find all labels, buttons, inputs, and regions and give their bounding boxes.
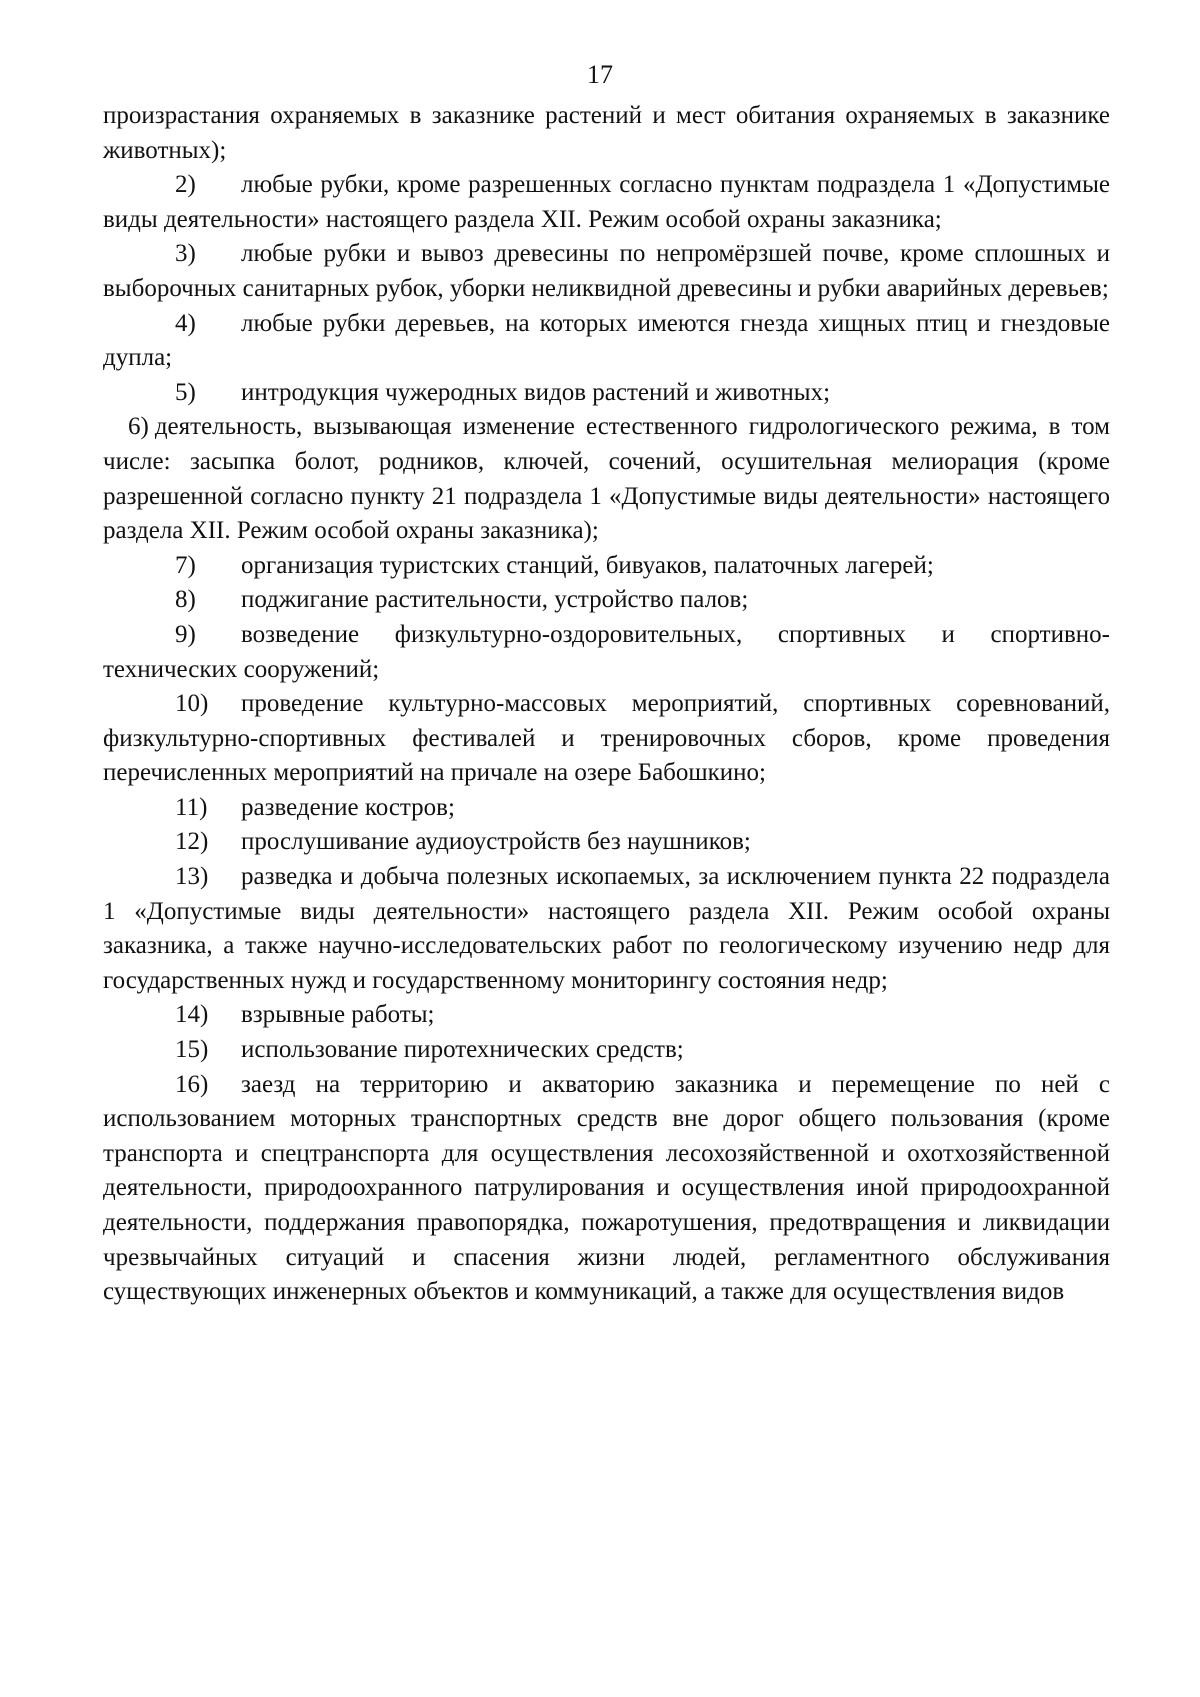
item-number: 3)	[175, 240, 196, 268]
list-item	[103, 998, 1110, 1033]
item-number: 4)	[175, 309, 196, 337]
item-number: 12)	[175, 828, 209, 856]
item-number: 2)	[175, 171, 196, 199]
item-text: поджигание растительности, устройство палов;	[241, 586, 749, 614]
list-item	[103, 307, 1110, 376]
item-number: 7)	[175, 551, 196, 579]
list-item	[103, 410, 1110, 548]
list-item	[103, 1033, 1110, 1068]
item-text: заезд на территорию и акваторию заказника и перемещение по ней с использованием моторных транспортных средств вне дорог общего пользования (кроме транспорта и спецтранспорта для осуществления лесохозяйственной и охотхозяйственной деятельности, природоохранного патрулирования и осуществления иной природоохранной деятельности, поддержания правопорядка, пожаротушения, предотвращения и ликвидации чрезвычайных ситуаций и спасения жизни людей, регламентного обслуживания существующих инженерных объектов и коммуникаций, а также для осуществления видов	[103, 1070, 1110, 1306]
list-item	[103, 583, 1110, 618]
list-item	[103, 1068, 1110, 1310]
item-number: 9)	[175, 620, 196, 648]
item-text: разведка и добыча полезных ископаемых, за исключением пункта 22 подраздела 1 «Допустимые виды деятельности» настоящего раздела XII. Режим особой охраны заказника, а также научно-исследовательских работ по геологическому изучению недр для государственных нужд и государственному мониторингу состояния недр;	[103, 863, 1110, 994]
item-number: 5)	[175, 378, 196, 406]
item-text: использование пиротехнических средств;	[241, 1036, 684, 1064]
item-text: интродукция чужеродных видов растений и животных;	[241, 378, 831, 406]
list-item	[103, 376, 1110, 411]
item-text: разведение костров;	[241, 793, 455, 821]
item-number: 10)	[175, 690, 209, 718]
item-number: 6)	[128, 413, 149, 441]
item-text: проведение культурно-массовых мероприятий, спортивных соревнований, физкультурно-спортивных фестивалей и тренировочных сборов, кроме проведения перечисленных мероприятий на причале на озере Бабошкино;	[103, 690, 1110, 787]
item-text: любые рубки и вывоз древесины по непромёрзшей почве, кроме сплошных и выборочных санитарных рубок, уборки неликвидной древесины и рубки аварийных деревьев;	[103, 240, 1110, 302]
item-number: 11)	[175, 793, 208, 821]
list-item	[103, 825, 1110, 860]
item-number: 16)	[175, 1070, 209, 1098]
item-number: 8)	[175, 586, 196, 614]
list-item	[103, 237, 1110, 306]
item-text: любые рубки, кроме разрешенных согласно пунктам подраздела 1 «Допустимые виды деятельности» настоящего раздела XII. Режим особой охраны заказника;	[103, 171, 1110, 233]
list-item	[103, 791, 1110, 826]
item-number: 15)	[175, 1036, 209, 1064]
list-item	[103, 687, 1110, 791]
item-number: 13)	[175, 863, 209, 891]
item-text: прослушивание аудиоустройств без наушников;	[241, 828, 751, 856]
continuation-paragraph: произрастания охраняемых в заказнике растений и мест обитания охраняемых в заказнике животных);	[103, 102, 1110, 164]
item-text: деятельность, вызывающая изменение естественного гидрологического режима, в том числе: засыпка болот, родников, ключей, сочений, осушительная мелиорация (кроме разрешенной согласно пункту 21 подраздела 1 «Допустимые виды деятельности» настоящего раздела XII. Режим особой охраны заказника);	[103, 413, 1110, 545]
item-text: любые рубки деревьев, на которых имеются гнезда хищных птиц и гнездовые дупла;	[103, 309, 1110, 372]
document-body	[103, 99, 1110, 1310]
page-number: 17	[587, 60, 613, 89]
list-item	[103, 168, 1110, 237]
item-text: организация туристских станций, бивуаков, палаточных лагерей;	[241, 551, 934, 579]
item-text: взрывные работы;	[241, 1001, 435, 1029]
item-number: 14)	[175, 1001, 209, 1029]
list-item	[103, 618, 1110, 687]
item-text: возведение физкультурно-оздоровительных, спортивных и спортивно-технических сооружений;	[103, 620, 1110, 683]
list-item	[103, 549, 1110, 584]
list-item	[103, 860, 1110, 998]
